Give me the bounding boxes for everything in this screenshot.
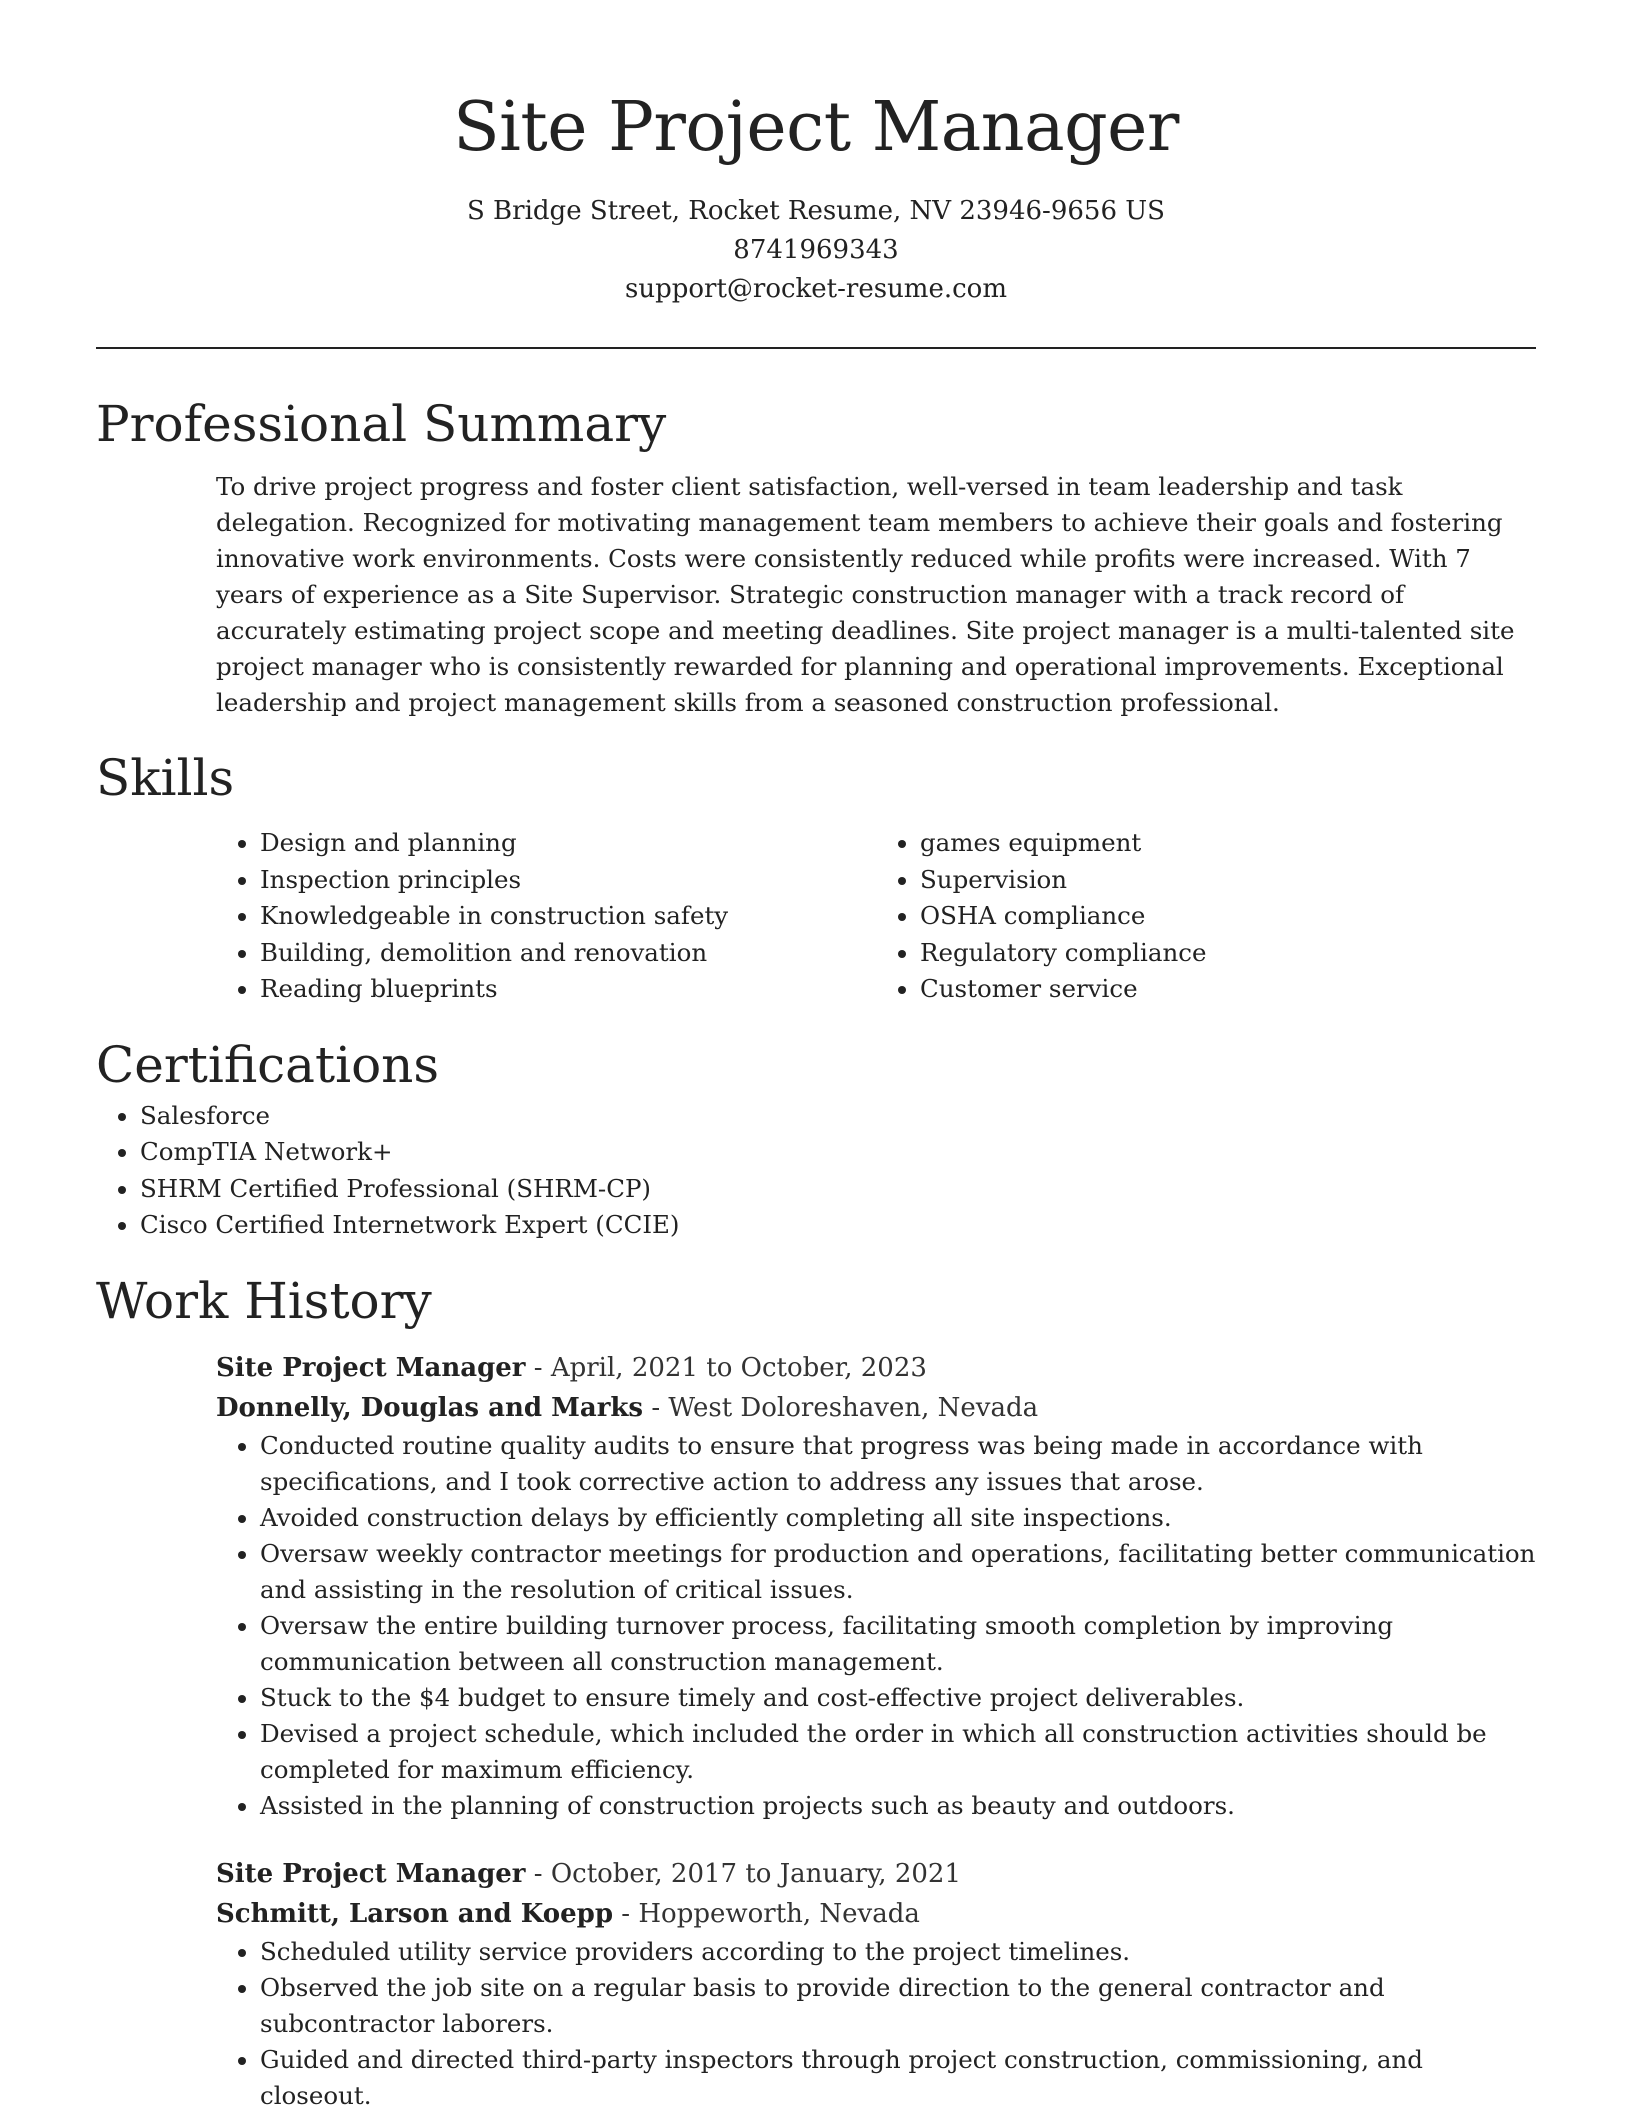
skill-item: • Knowledgeable in construction safety <box>260 898 876 935</box>
skill-item: • Building, demolition and renovation <box>260 935 876 972</box>
skill-item: • OSHA compliance <box>920 898 1536 935</box>
resume-header <box>96 0 1536 309</box>
job-bullet: • Assisted in the planning of construction projects such as beauty and outdoors. <box>260 1788 1536 1824</box>
skills-section <box>96 745 1536 1008</box>
job-title: Site Project Manager <box>216 1352 526 1383</box>
job-location: - Hoppeworth, Nevada <box>613 1898 920 1929</box>
job-title: Site Project Manager <box>216 1858 526 1889</box>
section-heading-certifications: Certifications <box>96 1035 440 1094</box>
skill-item: • Customer service <box>920 971 1536 1008</box>
job-company-line <box>216 1388 1536 1428</box>
contact-block <box>96 192 1536 309</box>
certifications-list <box>96 1098 1536 1244</box>
job-bullet: • Devised a project schedule, which included the order in which all construction activities should be completed for maximum efficiency. <box>260 1716 1536 1788</box>
summary-text: To drive project progress and foster client satisfaction, well-versed in team leadership and task delegation. Recognized for motivating management team members to achieve their goals and fostering innovative work environments. Costs were consistently reduced while profits were increased. With 7 years of experience as a Site Supervisor. Strategic construction manager with a track record of accurately estimating project scope and meeting deadlines. Site project manager is a multi-talented site project manager who is consistently rewarded for planning and operational improvements. Exceptional leadership and project management skills from a seasoned construction professional. <box>216 472 1515 717</box>
section-heading-skills: Skills <box>96 749 235 807</box>
job-company: Schmitt, Larson and Koepp <box>216 1898 614 1929</box>
skill-item: • Supervision <box>920 862 1536 899</box>
job-entry <box>216 1854 1536 2114</box>
job-bullet: • Stuck to the $4 budget to ensure timely and cost-effective project deliverables. <box>260 1680 1536 1716</box>
job-entry <box>216 1348 1536 1824</box>
skills-list-left <box>216 825 876 1008</box>
job-dates: - April, 2021 to October, 2023 <box>525 1352 927 1383</box>
work-history-section <box>96 1268 1536 2114</box>
job-bullet: • Conducted routine quality audits to ensure that progress was being made in accordance with specifications, and I took corrective action to address any issues that arose. <box>260 1428 1536 1500</box>
skill-item: • Design and planning <box>260 825 876 862</box>
job-bullet: • Scheduled utility service providers according to the project timelines. <box>260 1934 1536 1970</box>
skill-item: • Inspection principles <box>260 862 876 899</box>
section-heading-work-history: Work History <box>96 1271 432 1330</box>
address: S Bridge Street, Rocket Resume, NV 23946-9656 US <box>466 196 1165 226</box>
skill-item: • Regulatory compliance <box>920 935 1536 972</box>
certification-item: • SHRM Certified Professional (SHRM-CP) <box>140 1171 1536 1208</box>
header-divider <box>96 347 1536 349</box>
skill-item: • Reading blueprints <box>260 971 876 1008</box>
candidate-name: Site Project Manager <box>453 88 1179 167</box>
certification-item: • CompTIA Network+ <box>140 1134 1536 1171</box>
job-dates: - October, 2017 to January, 2021 <box>525 1858 961 1889</box>
skills-list-right <box>876 825 1536 1008</box>
job-bullet: • Oversaw the entire building turnover process, facilitating smooth completion by improving communication between all construction management. <box>260 1608 1536 1680</box>
job-company: Donnelly, Douglas and Marks <box>216 1392 644 1423</box>
email: support@rocket-resume.com <box>624 274 1007 304</box>
job-bullets <box>216 1934 1536 2114</box>
job-bullet: • Observed the job site on a regular basis to provide direction to the general contractor and subcontractor laborers. <box>260 1970 1536 2042</box>
job-title-line <box>216 1348 1536 1388</box>
skill-item: • games equipment <box>920 825 1536 862</box>
section-heading-summary: Professional Summary <box>96 395 667 453</box>
job-title-line <box>216 1854 1536 1894</box>
job-bullet: • Oversaw weekly contractor meetings for production and operations, facilitating better communication and assisting in the resolution of critical issues. <box>260 1536 1536 1608</box>
job-bullet: • Guided and directed third-party inspectors through project construction, commissioning, and closeout. <box>260 2042 1536 2114</box>
phone: 8741969343 <box>733 235 899 265</box>
certification-item: • Cisco Certified Internetwork Expert (CCIE) <box>140 1207 1536 1244</box>
professional-summary-section <box>96 391 1536 721</box>
job-location: - West Doloreshaven, Nevada <box>643 1392 1039 1423</box>
job-bullet: • Avoided construction delays by efficiently completing all site inspections. <box>260 1500 1536 1536</box>
job-company-line <box>216 1894 1536 1934</box>
skills-columns <box>216 825 1536 1008</box>
certification-item: • Salesforce <box>140 1098 1536 1135</box>
job-bullets <box>216 1428 1536 1824</box>
certifications-section <box>96 1032 1536 1244</box>
